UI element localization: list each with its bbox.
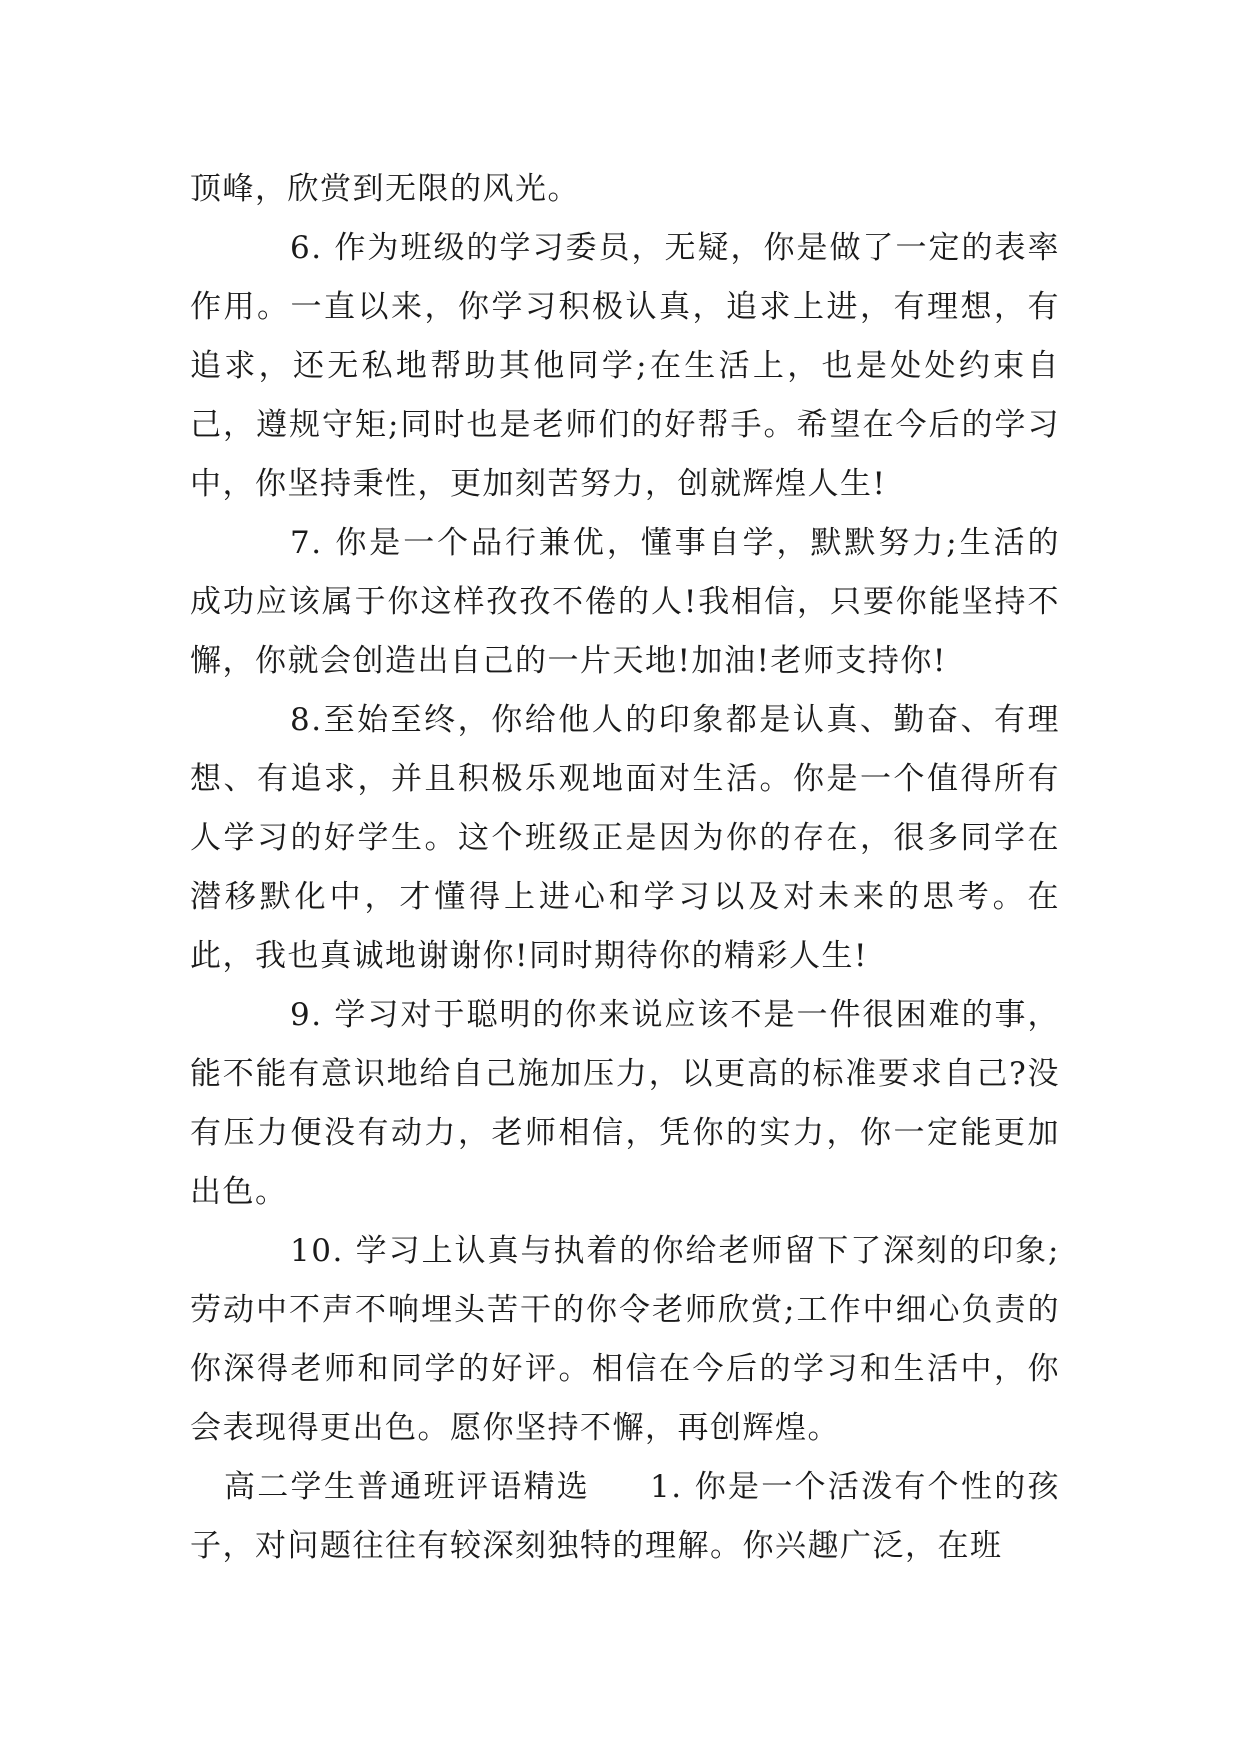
section-title: 高二学生普通班评语精选 — [224, 1469, 591, 1505]
section-first-item: 1. 你是一个活泼有个性的孩子，对问题往往有较深刻独特的理解。你兴趣广泛，在班 — [190, 1469, 1060, 1564]
document-body — [190, 160, 1060, 1576]
section-paragraph — [190, 1458, 1060, 1576]
paragraph-6: 6. 作为班级的学习委员，无疑，你是做了一定的表率作用。一直以来，你学习积极认真，追求上进，有理想，有追求，还无私地帮助其他同学;在生活上，也是处处约束自己，遵规守矩;同时也是老师们的好帮手。希望在今后的学习中，你坚持秉性，更加刻苦努力，创就辉煌人生! — [190, 230, 1060, 502]
paragraph-9: 9. 学习对于聪明的你来说应该不是一件很困难的事，能不能有意识地给自己施加压力，以更高的标准要求自己?没有压力便没有动力，老师相信，凭你的实力，你一定能更加出色。 — [190, 997, 1060, 1210]
paragraph-5-tail: 顶峰，欣赏到无限的风光。 — [190, 171, 580, 207]
paragraph-10: 10. 学习上认真与执着的你给老师留下了深刻的印象;劳动中不声不响埋头苦干的你令老师欣赏;工作中细心负责的你深得老师和同学的好评。相信在今后的学习和生活中，你会表现得更出色。愿你坚持不懈，再创辉煌。 — [190, 1233, 1060, 1446]
paragraph-7: 7. 你是一个品行兼优，懂事自学，默默努力;生活的成功应该属于你这样孜孜不倦的人!我相信，只要你能坚持不懈，你就会创造出自己的一片天地!加油!老师支持你! — [190, 525, 1060, 679]
paragraph-8: 8.至始至终，你给他人的印象都是认真、勤奋、有理想、有追求，并且积极乐观地面对生活。你是一个值得所有人学习的好学生。这个班级正是因为你的存在，很多同学在潜移默化中，才懂得上进心和学习以及对未来的思考。在此，我也真诚地谢谢你!同时期待你的精彩人生! — [190, 702, 1060, 974]
